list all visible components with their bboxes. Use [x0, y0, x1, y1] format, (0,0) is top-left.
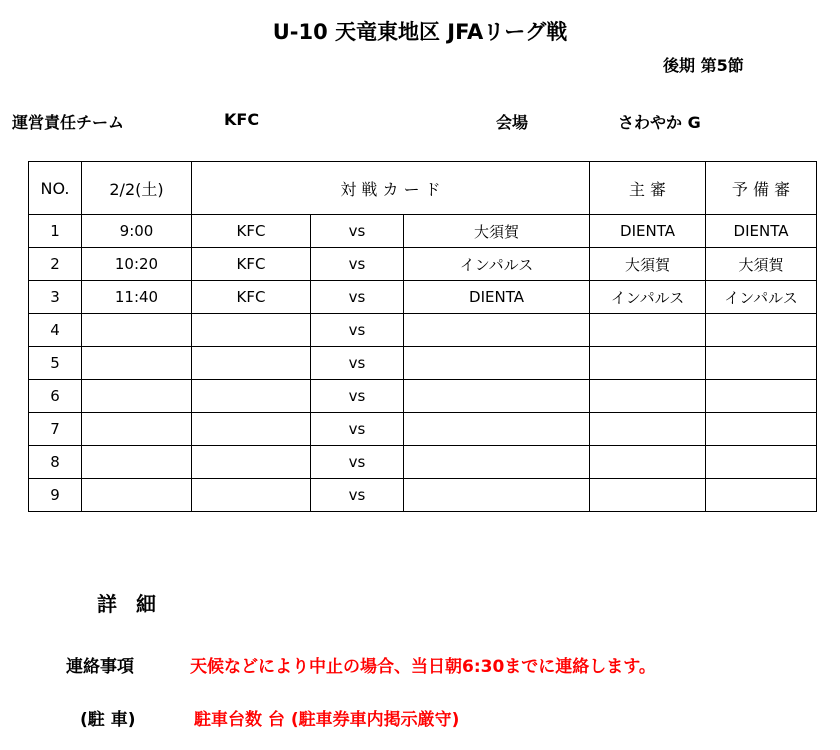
parking-label: (駐 車) [80, 710, 136, 730]
cell-reserve-referee [706, 413, 817, 446]
schedule-table [28, 161, 817, 512]
venue-value: さわやか G [618, 113, 701, 132]
cell-away-team: インパルス [404, 248, 590, 281]
notice-label: 連絡事項 [66, 657, 134, 677]
cell-no: 6 [29, 380, 82, 413]
cell-home-team [192, 314, 311, 347]
cell-reserve-referee [706, 347, 817, 380]
cell-referee: 大須賀 [590, 248, 706, 281]
cell-reserve-referee: DIENTA [706, 215, 817, 248]
cell-vs: vs [311, 215, 404, 248]
page-title: U-10 天竜東地区 JFAリーグ戦 [272, 20, 568, 44]
header-reserve-referee: 予 備 審 [706, 162, 817, 215]
cell-no: 7 [29, 413, 82, 446]
cell-reserve-referee [706, 314, 817, 347]
header-match-card: 対 戦 カ ー ド [192, 162, 590, 215]
cell-time [82, 347, 192, 380]
cell-no: 5 [29, 347, 82, 380]
table-row [29, 413, 817, 446]
cell-referee: インパルス [590, 281, 706, 314]
cell-time [82, 446, 192, 479]
header-date: 2/2(土) [82, 162, 192, 215]
cell-reserve-referee [706, 446, 817, 479]
cell-vs: vs [311, 281, 404, 314]
round-label: 後期 第5節 [663, 56, 744, 75]
cell-vs: vs [311, 413, 404, 446]
cell-away-team [404, 380, 590, 413]
cell-home-team [192, 380, 311, 413]
cell-away-team [404, 314, 590, 347]
table-row [29, 248, 817, 281]
cell-no: 9 [29, 479, 82, 512]
cell-no: 3 [29, 281, 82, 314]
cell-home-team: KFC [192, 215, 311, 248]
cell-away-team [404, 413, 590, 446]
organizer-value: KFC [224, 110, 260, 129]
cell-reserve-referee [706, 380, 817, 413]
cell-away-team [404, 479, 590, 512]
organizer-label: 運営責任チーム [12, 113, 125, 132]
cell-home-team: KFC [192, 248, 311, 281]
header-no: NO. [29, 162, 82, 215]
cell-home-team [192, 479, 311, 512]
cell-vs: vs [311, 347, 404, 380]
cell-vs: vs [311, 446, 404, 479]
cell-time: 9:00 [82, 215, 192, 248]
cell-vs: vs [311, 380, 404, 413]
details-heading: 詳 細 [97, 592, 162, 616]
cell-time [82, 413, 192, 446]
cell-no: 8 [29, 446, 82, 479]
cell-away-team: 大須賀 [404, 215, 590, 248]
venue-label: 会場 [496, 113, 529, 132]
table-row [29, 215, 817, 248]
cell-no: 2 [29, 248, 82, 281]
cell-away-team [404, 347, 590, 380]
table-row [29, 347, 817, 380]
cell-referee [590, 314, 706, 347]
cell-reserve-referee: 大須賀 [706, 248, 817, 281]
header-referee: 主 審 [590, 162, 706, 215]
cell-home-team [192, 446, 311, 479]
cell-time: 10:20 [82, 248, 192, 281]
cell-vs: vs [311, 479, 404, 512]
cell-home-team [192, 413, 311, 446]
table-header-row [29, 162, 817, 215]
cell-referee [590, 413, 706, 446]
parking-text: 駐車台数 台 (駐車券車内掲示厳守) [194, 710, 460, 730]
cell-referee [590, 446, 706, 479]
table-row [29, 446, 817, 479]
cell-no: 4 [29, 314, 82, 347]
cell-referee [590, 479, 706, 512]
cell-home-team: KFC [192, 281, 311, 314]
table-row [29, 479, 817, 512]
cell-time [82, 314, 192, 347]
notice-text: 天候などにより中止の場合、当日朝6:30までに連絡します。 [190, 657, 656, 677]
cell-reserve-referee [706, 479, 817, 512]
cell-time: 11:40 [82, 281, 192, 314]
cell-vs: vs [311, 248, 404, 281]
cell-referee [590, 380, 706, 413]
cell-away-team: DIENTA [404, 281, 590, 314]
table-row [29, 314, 817, 347]
cell-reserve-referee: インパルス [706, 281, 817, 314]
cell-referee [590, 347, 706, 380]
cell-vs: vs [311, 314, 404, 347]
cell-no: 1 [29, 215, 82, 248]
cell-time [82, 380, 192, 413]
cell-referee: DIENTA [590, 215, 706, 248]
table-row [29, 380, 817, 413]
cell-home-team [192, 347, 311, 380]
cell-away-team [404, 446, 590, 479]
table-row [29, 281, 817, 314]
cell-time [82, 479, 192, 512]
